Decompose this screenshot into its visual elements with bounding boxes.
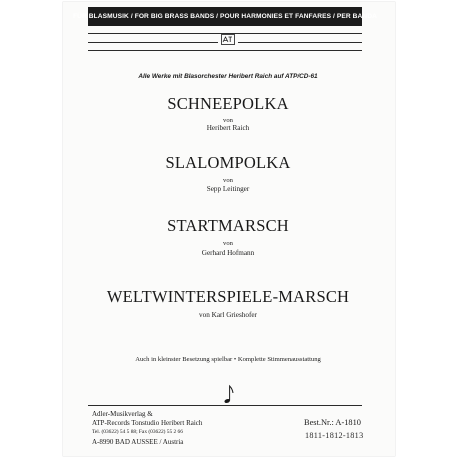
work-composer: Heribert Raich xyxy=(206,124,250,132)
publisher-studio: ATP-Records Tonstudio Heribert Raich xyxy=(92,419,203,427)
publisher-address: A-8990 BAD AUSSEE / Austria xyxy=(92,438,184,446)
work-title-startmarsch: STARTMARSCH xyxy=(167,216,289,235)
header-rule-left xyxy=(88,42,218,43)
footer-rule xyxy=(88,405,362,406)
header-rule-right xyxy=(238,42,362,43)
atp-logo-icon xyxy=(221,34,235,45)
music-note-icon xyxy=(224,384,234,404)
recording-note: Alle Werke mit Blasorchester Heribert Raich auf ATP/CD-61 xyxy=(138,73,318,80)
work-byline: von xyxy=(223,117,233,124)
publisher-name: Adler-Musikverlag & xyxy=(92,410,153,418)
work-composer: Gerhard Hofmann xyxy=(201,249,255,257)
header-banner-text: FÜR BLASMUSIK / FOR BIG BRASS BANDS / POUR HARMONIES ET FANFARES / PER BANDA xyxy=(73,13,377,20)
publisher-phone-fax: Tel. (03622) 54 5 88; Fax (03622) 55 2 66 xyxy=(92,429,183,435)
work-title-slalompolka: SLALOMPOLKA xyxy=(165,153,291,172)
work-byline: von xyxy=(223,240,233,247)
order-variants: 1811-1812-1813 xyxy=(305,431,364,440)
work-title-schneepolka: SCHNEEPOLKA xyxy=(167,94,289,113)
work-composer: von Karl Grieshofer xyxy=(199,311,257,319)
header-banner xyxy=(73,7,377,26)
header-rule-bottom xyxy=(88,50,362,51)
order-number: Best.Nr.: A-1810 xyxy=(304,418,361,427)
work-composer: Sepp Leitinger xyxy=(206,185,250,193)
instrumentation-remark: Auch in kleinster Besetzung spielbar • Komplette Stimmenausstattung xyxy=(135,356,321,363)
work-byline: von xyxy=(223,177,233,184)
work-title-weltwinterspiele-marsch: WELTWINTERSPIELE-MARSCH xyxy=(106,287,350,306)
